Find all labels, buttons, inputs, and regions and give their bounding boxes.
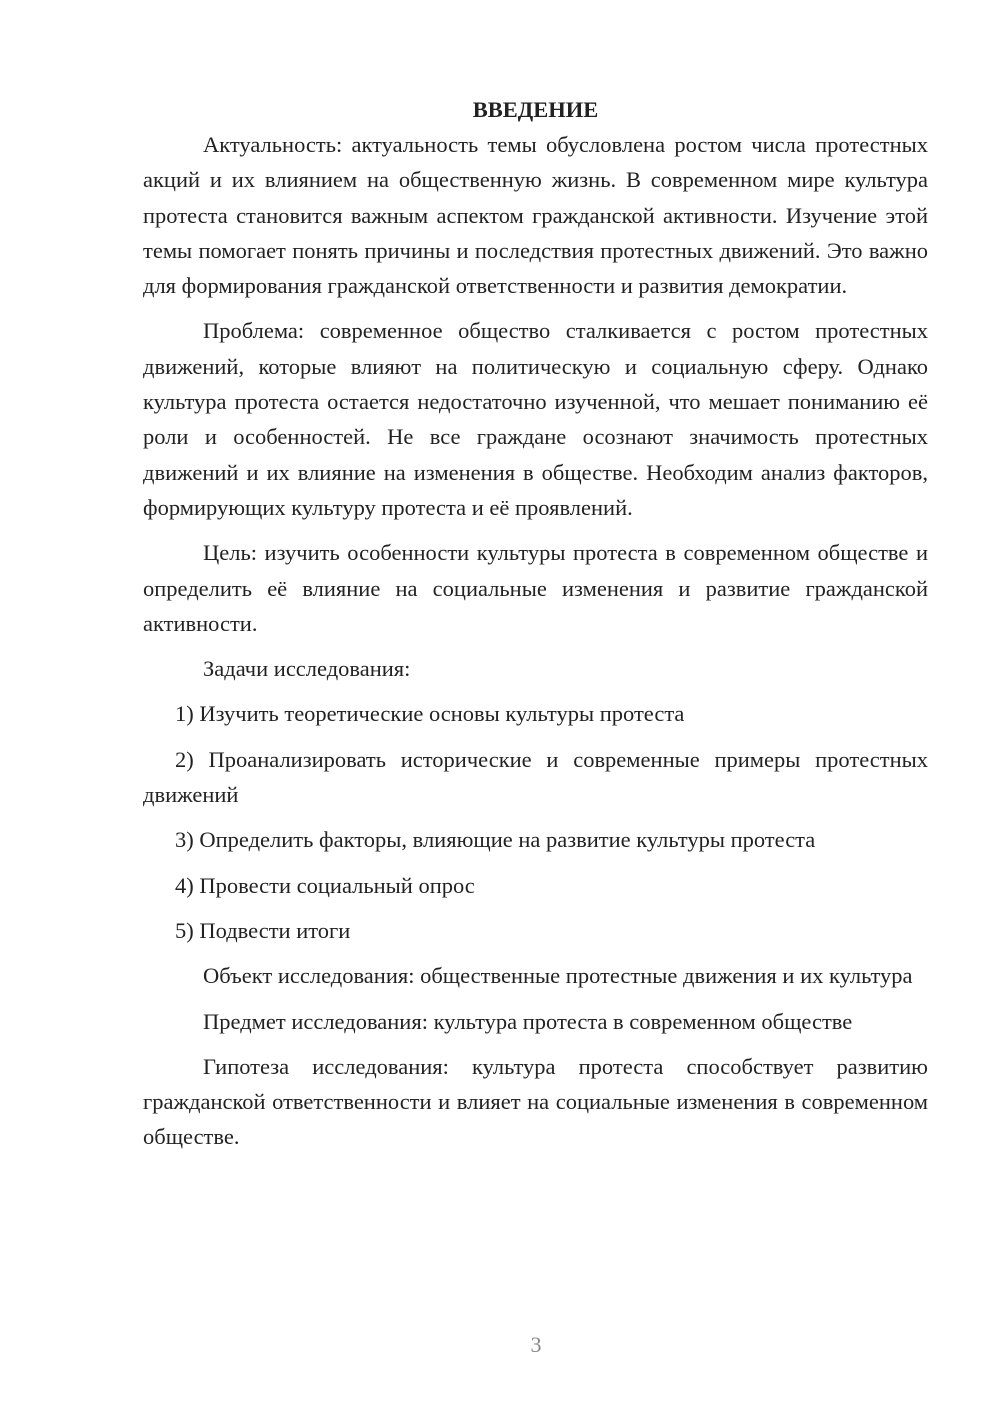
- page-content: [143, 92, 928, 1155]
- paragraph-relevance: Актуальность: актуальность темы обусловлена ростом числа протестных акций и их влиянием на общественную жизнь. В современном мире культура протеста становится важным аспектом гражданской активности. Изучение этой темы помогает понять причины и последствия протестных движений. Это важно для формирования гражданской ответственности и развития демократии.: [143, 132, 928, 299]
- page-number: 3: [530, 1332, 542, 1357]
- task-item-4: 4) Провести социальный опрос: [175, 872, 475, 898]
- paragraph-hypothesis: Гипотеза исследования: культура протеста способствует развитию гражданской ответственности и влияет на социальные изменения в современном обществе.: [143, 1053, 928, 1150]
- task-item-3: 3) Определить факторы, влияющие на развитие культуры протеста: [175, 827, 816, 853]
- task-item-5: 5) Подвести итоги: [175, 917, 351, 943]
- paragraph-problem: Проблема: современное общество сталкивается с ростом протестных движений, которые влияют на политическую и социальную сферу. Однако культура протеста остается недостаточно изученной, что мешает пониманию её роли и особенностей. Не все граждане осознают значимость протестных движений и их влияние на изменения в обществе. Необходим анализ факторов, формирующих культуру протеста и её проявлений.: [143, 318, 928, 520]
- paragraph-object: Объект исследования: общественные протестные движения и их культура: [203, 963, 913, 989]
- tasks-title: Задачи исследования:: [203, 656, 411, 682]
- paragraph-subject: Предмет исследования: культура протеста в современном обществе: [203, 1008, 853, 1034]
- task-item-2: 2) Проанализировать исторические и современные примеры протестных движений: [143, 746, 928, 808]
- task-item-1: 1) Изучить теоретические основы культуры протеста: [175, 701, 685, 727]
- paragraph-goal: Цель: изучить особенности культуры протеста в современном обществе и определить её влияние на социальные изменения и развитие гражданской активности.: [143, 540, 928, 636]
- section-heading: ВВЕДЕНИЕ: [472, 97, 599, 122]
